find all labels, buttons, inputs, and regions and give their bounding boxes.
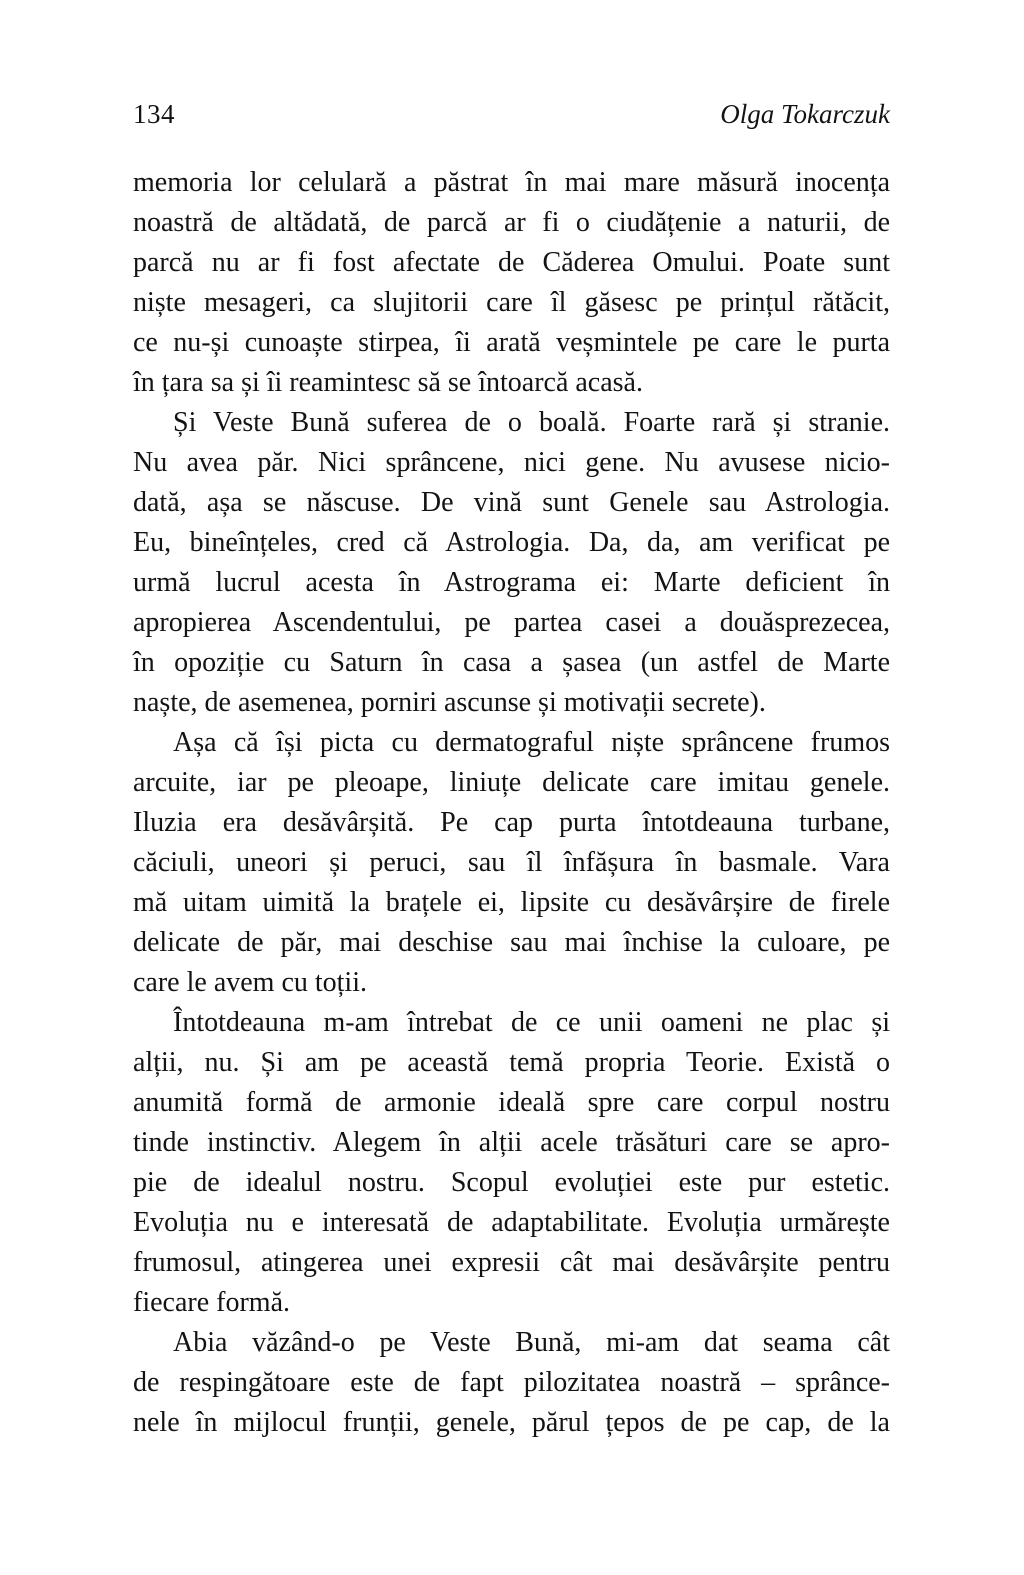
text-line: anumită formă de armonie ideală spre care corpul nostru [133,1087,890,1118]
text-line: nele în mijlocul frunții, genele, părul țepos de pe cap, de la [133,1407,890,1438]
text-line: niște mesageri, ca slujitorii care îl găsesc pe prințul rătăcit, [133,287,890,318]
page-number: 134 [133,99,175,129]
text-line: alții, nu. Și am pe această temă propria Teorie. Există o [133,1047,890,1078]
text-line: Evoluția nu e interesată de adaptabilitate. Evoluția urmărește [133,1207,890,1238]
running-header-author: Olga Tokarczuk [720,99,890,129]
paragraph [133,163,890,403]
text-line: Abia văzând-o pe Veste Bună, mi-am dat seama cât [173,1327,890,1358]
text-line: în opoziție cu Saturn în casa a șasea (un astfel de Marte [133,647,890,678]
text-line: Iluzia era desăvârșită. Pe cap purta întotdeauna turbane, [133,807,890,838]
text-line: fiecare formă. [133,1287,290,1318]
text-line: tinde instinctiv. Alegem în alții acele trăsături care se apro- [133,1127,890,1158]
text-line: Eu, bineînțeles, cred că Astrologia. Da, da, am verificat pe [133,527,890,558]
text-line: mă uitam uimită la brațele ei, lipsite cu desăvârșire de firele [133,887,890,918]
text-line: noastră de altădată, de parcă ar fi o ciudățenie a naturii, de [133,207,890,238]
text-line: naște, de asemenea, porniri ascunse și motivații secrete). [133,687,766,718]
text-line: urmă lucrul acesta în Astrograma ei: Marte deficient în [133,567,890,598]
text-line: căciuli, uneori și peruci, sau îl înfășura în basmale. Vara [133,847,890,878]
text-line: parcă nu ar fi fost afectate de Căderea Omului. Poate sunt [133,247,890,278]
text-line: Și Veste Bună suferea de o boală. Foarte rară și stranie. [173,407,890,438]
paragraph [133,1323,890,1443]
text-line: Întotdeauna m-am întrebat de ce unii oameni ne plac și [173,1007,890,1038]
text-line: care le avem cu toții. [133,967,367,998]
text-line: apropierea Ascendentului, pe partea casei a douăsprezecea, [133,607,890,638]
text-line: arcuite, iar pe pleoape, liniuțe delicate care imitau genele. [133,767,890,798]
text-line: ce nu-și cunoaște stirpea, îi arată veșmintele pe care le purta [133,327,890,358]
text-line: memoria lor celulară a păstrat în mai mare măsură inocența [133,167,890,198]
paragraph [133,1003,890,1323]
text-line: în țara sa și îi reamintesc să se întoarcă acasă. [133,367,643,398]
text-line: Așa că își picta cu dermatograful niște sprâncene frumos [173,727,890,758]
text-line: de respingătoare este de fapt pilozitatea noastră – sprânce- [133,1367,890,1398]
paragraph [133,723,890,1003]
paragraph [133,403,890,723]
text-line: frumosul, atingerea unei expresii cât mai desăvârșite pentru [133,1247,890,1278]
body-text [133,163,890,1443]
text-line: Nu avea păr. Nici sprâncene, nici gene. Nu avusese nicio- [133,447,890,478]
text-line: dată, așa se născuse. De vină sunt Genele sau Astrologia. [133,487,890,518]
text-line: pie de idealul nostru. Scopul evoluției este pur estetic. [133,1167,890,1198]
text-line: delicate de păr, mai deschise sau mai închise la culoare, pe [133,927,890,958]
running-header [133,98,890,130]
